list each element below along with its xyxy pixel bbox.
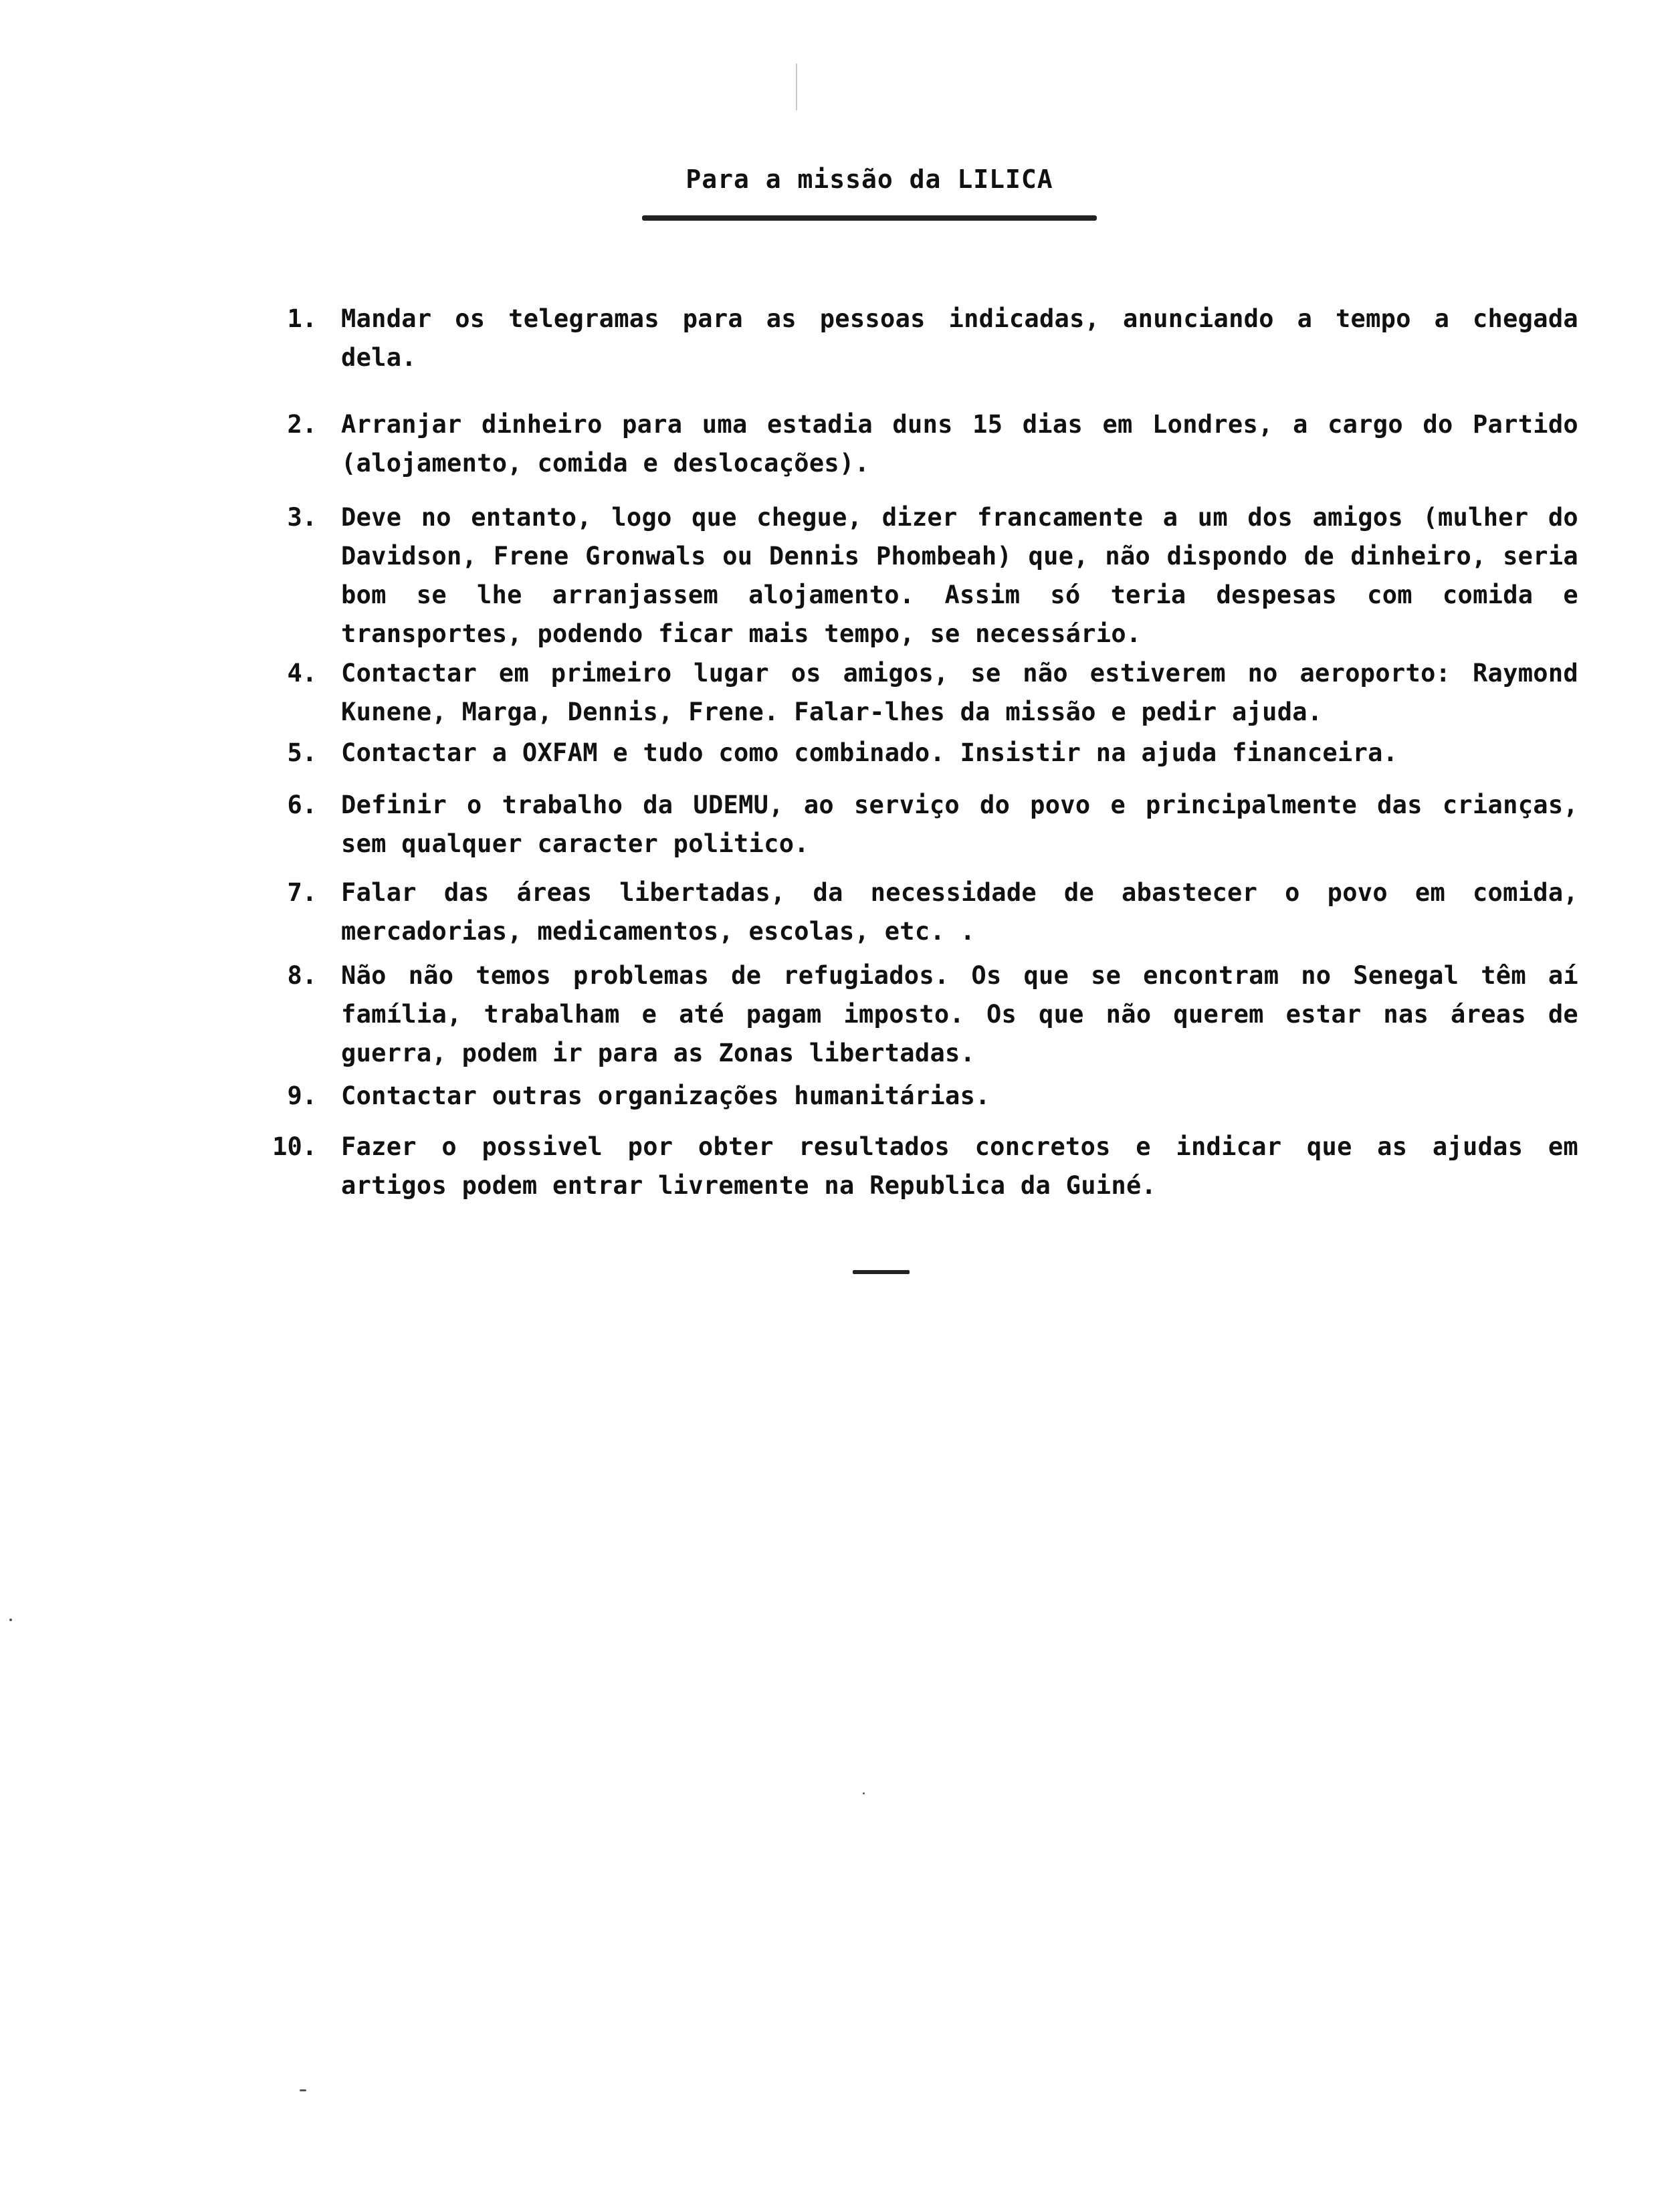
item-number: 4. [287, 659, 317, 688]
item-text: Definir o trabalho da UDEMU, ao serviço do povo e principalmente das crianças, sem qualquer caracter politico. [341, 791, 1578, 858]
list-item [247, 734, 1578, 772]
list-item [247, 956, 1578, 1073]
item-number: 6. [287, 791, 317, 819]
item-number: 3. [287, 503, 317, 532]
list-item [247, 1077, 1578, 1116]
item-text: Mandar os telegramas para as pessoas indicadas, anunciando a tempo a chegada dela. [341, 304, 1578, 372]
scan-speck [300, 2089, 306, 2091]
document-title: Para a missão da LILICA [686, 165, 1053, 194]
item-number: 7. [287, 878, 317, 907]
item-number: 10. [272, 1132, 317, 1161]
item-number: 5. [287, 738, 317, 767]
list-item [247, 1128, 1578, 1205]
item-text: Não não temos problemas de refugiados. Os que se encontram no Senegal têm aí família, trabalham e até pagam imposto. Os que não querem estar nas áreas de guerra, podem ir para as Zonas libertadas. [341, 961, 1578, 1067]
item-number: 1. [287, 304, 317, 333]
item-number: 8. [287, 961, 317, 990]
item-text: Contactar outras organizações humanitárias. [341, 1081, 990, 1110]
fold-mark [796, 64, 797, 110]
item-text: Falar das áreas libertadas, da necessidade de abastecer o povo em comida, mercadorias, medicamentos, escolas, etc. . [341, 878, 1578, 946]
item-number: 9. [287, 1081, 317, 1110]
list-item [247, 405, 1578, 483]
item-text: Deve no entanto, logo que chegue, dizer francamente a um dos amigos (mulher do Davidson, Frene Gronwals ou Dennis Phombeah) que, não dispondo de dinheiro, seria bom se lhe arranjassem alojamento. Assim só teria despesas com comida e transportes, podendo ficar mais tempo, se necessário. [341, 503, 1578, 648]
scan-speck [9, 1619, 12, 1621]
item-text: Contactar a OXFAM e tudo como combinado. Insistir na ajuda financeira. [341, 738, 1398, 767]
list-item [247, 873, 1578, 951]
end-mark [853, 1270, 910, 1274]
list-item [247, 300, 1578, 377]
item-text: Fazer o possivel por obter resultados concretos e indicar que as ajudas em artigos podem entrar livremente na Republica da Guiné. [341, 1132, 1578, 1200]
item-number: 2. [287, 410, 317, 439]
list-item [247, 786, 1578, 863]
list-item [247, 498, 1578, 653]
list-item [247, 654, 1578, 732]
scan-speck [863, 1792, 865, 1794]
item-text: Contactar em primeiro lugar os amigos, se não estiverem no aeroporto: Raymond Kunene, Marga, Dennis, Frene. Falar-lhes da missão e pedir ajuda. [341, 659, 1578, 726]
item-text: Arranjar dinheiro para uma estadia duns 15 dias em Londres, a cargo do Partido (alojamento, comida e deslocações). [341, 410, 1578, 478]
title-underline [642, 215, 1097, 221]
